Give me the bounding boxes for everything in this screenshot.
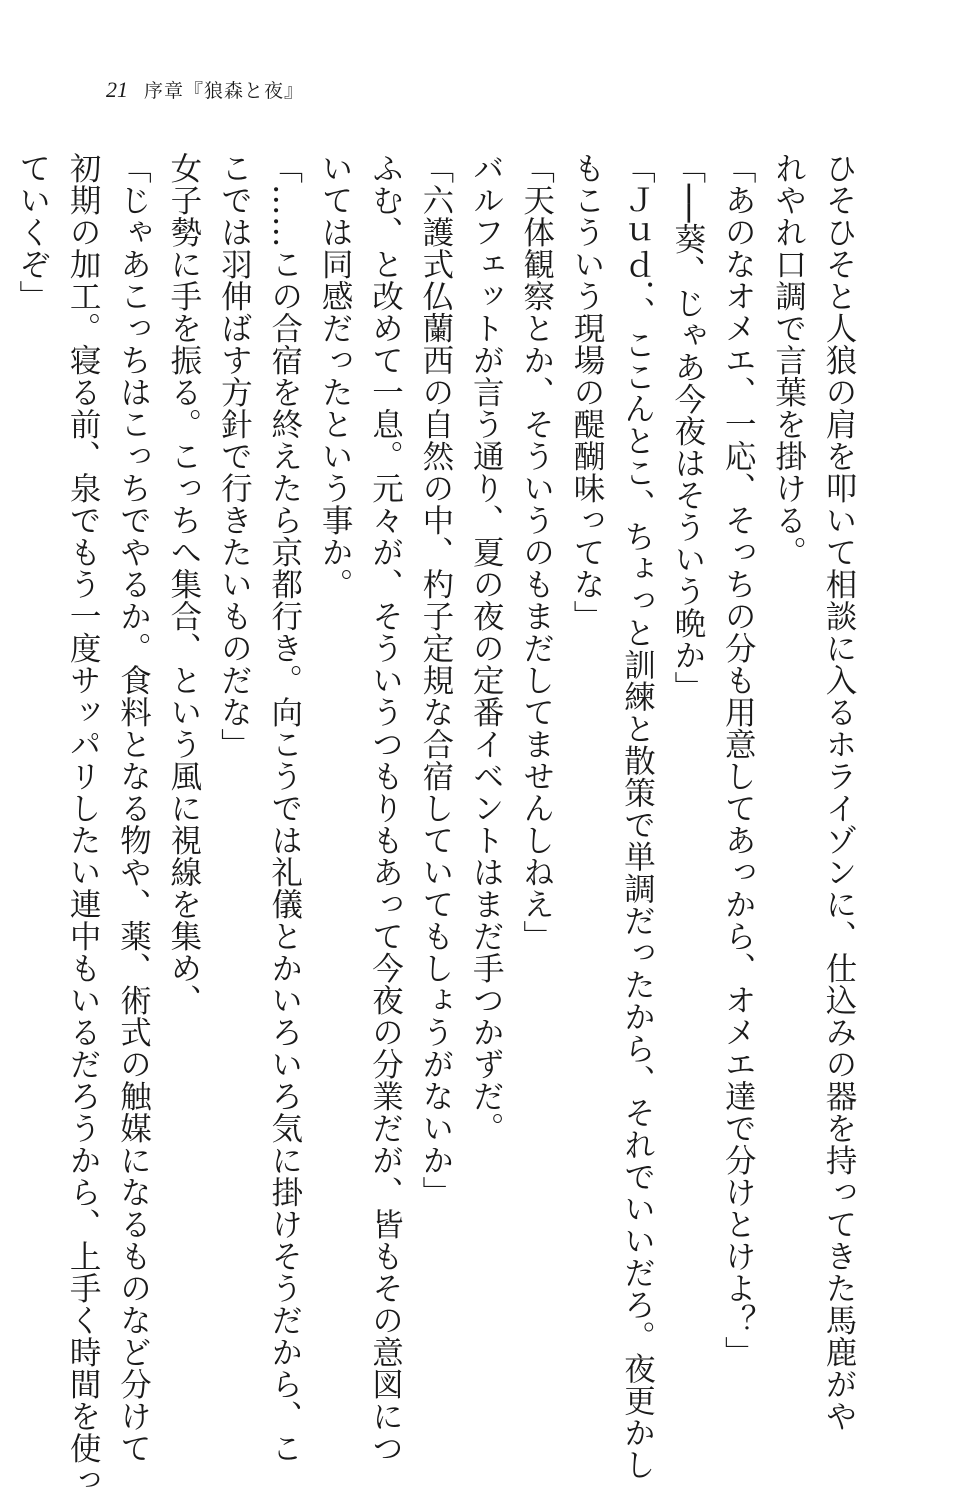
- text-line: いては同感だったという事か。: [317, 152, 354, 600]
- text-line: 女子勢に手を振る。こっちへ集合、という風に視線を集め、: [165, 152, 202, 1016]
- text-line: ていくぞ」: [14, 152, 51, 312]
- text-line: 「Ｊｕｄ．、ここんとこ、ちょっと訓練と散策で単調だったから、それでいいだろ。夜更かし: [619, 152, 656, 1481]
- page-number: 21: [106, 77, 128, 102]
- text-line: もこういう現場の醍醐味ってな」: [569, 152, 606, 632]
- text-line: 「じゃあこっちはこっちでやるか。食料となる物や、薬、術式の触媒になるものなど分けて: [115, 152, 152, 1464]
- chapter-title: 序章『狼森と夜』: [144, 80, 305, 102]
- text-line: 「六護式仏蘭西の自然の中、杓子定規な合宿していてもしょうがないか」: [417, 152, 454, 1208]
- text-line: 「天体観察とか、そういうのもまだしてませんしねえ」: [518, 152, 555, 952]
- text-line: バルフェットが言う通り、夏の夜の定番イベントはまだ手つかずだ。: [468, 152, 505, 1144]
- text-line: 「あのなオメエ、一応、そっちの分も用意してあっから、オメエ達で分けとけよ？」: [720, 152, 757, 1368]
- text-line: 「──葵、じゃあ今夜はそういう晩か」: [669, 152, 706, 703]
- text-line: ふむ、と改めて一息。元々が、そういうつもりもあって今夜の分業だが、皆もその意図につ: [367, 152, 404, 1464]
- text-line: こでは羽伸ばす方針で行きたいものだな」: [216, 152, 253, 760]
- page-header: [106, 76, 304, 106]
- text-line: ひそひそと人狼の肩を叩いて相談に入るホライゾンに、仕込みの器を持ってきた馬鹿がや: [821, 152, 857, 1432]
- text-line: 初期の加工。寝る前、泉でもう一度サッパリしたい連中もいるだろうから、上手く時間を使っ: [65, 152, 102, 1496]
- novel-text-body: [14, 152, 864, 1496]
- text-line: 「……この合宿を終えたら京都行き。向こうでは礼儀とかいろいろ気に掛けそうだから、こ: [266, 152, 303, 1464]
- text-line: れやれ口調で言葉を掛ける。: [770, 152, 807, 568]
